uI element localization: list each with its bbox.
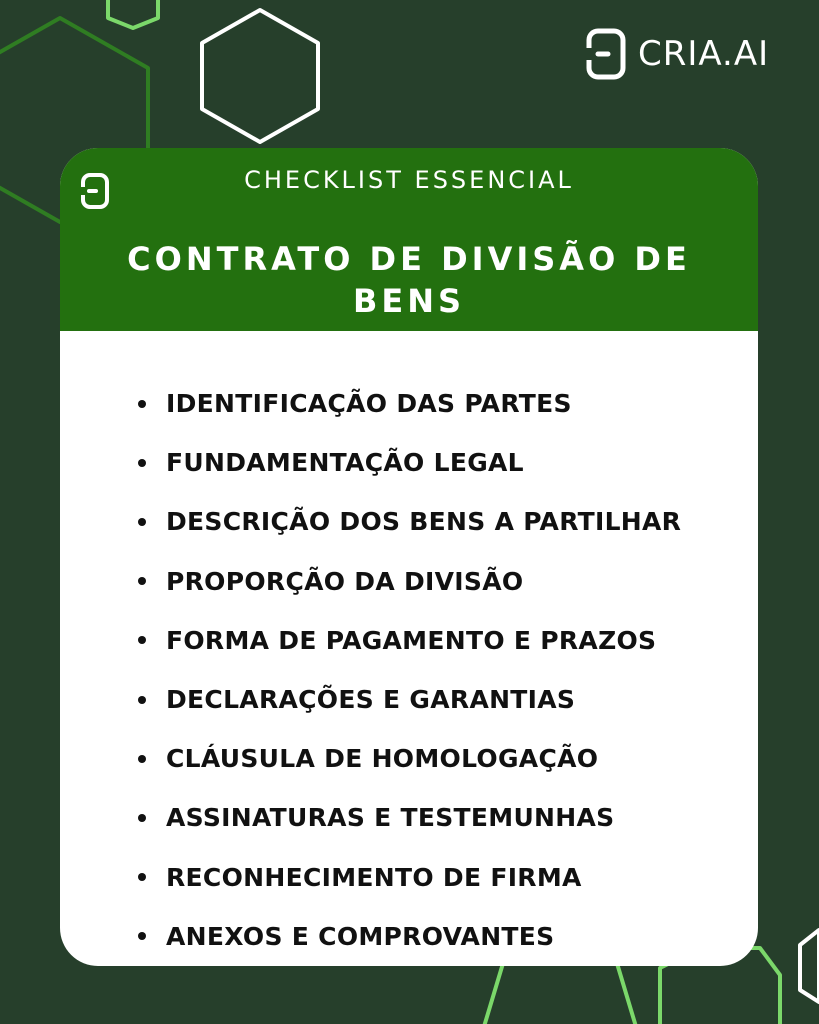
- hexagon-outline-white-corner: [800, 930, 819, 1002]
- checklist-item: [138, 374, 681, 433]
- bullet-icon: [138, 518, 146, 526]
- bullet-icon: [138, 577, 146, 585]
- brand-name: CRIA.AI: [638, 34, 770, 74]
- checklist-item: [138, 611, 681, 670]
- checklist-item-label: DESCRIÇÃO DOS BENS A PARTILHAR: [166, 507, 682, 537]
- checklist-item: [138, 552, 681, 611]
- card-title: CONTRATO DE DIVISÃO DE BENS: [127, 240, 691, 320]
- checklist-item-label: RECONHECIMENTO DE FIRMA: [166, 862, 582, 892]
- card-kicker: CHECKLIST ESSENCIAL: [244, 166, 574, 194]
- checklist-item-label: FORMA DE PAGAMENTO E PRAZOS: [166, 625, 657, 655]
- checklist-item: [138, 433, 681, 492]
- hexagon-outline-white: [202, 10, 318, 142]
- bullet-icon: [138, 932, 146, 940]
- checklist-card: [60, 148, 758, 966]
- checklist-item-label: IDENTIFICAÇÃO DAS PARTES: [166, 389, 572, 419]
- checklist-item-label: ASSINATURAS E TESTEMUNHAS: [166, 803, 615, 833]
- bullet-icon: [138, 636, 146, 644]
- checklist-item: [138, 907, 681, 966]
- checklist-item-label: FUNDAMENTAÇÃO LEGAL: [166, 448, 524, 478]
- checklist-item: [138, 492, 681, 551]
- checklist-item-label: ANEXOS E COMPROVANTES: [166, 921, 555, 951]
- checklist-item: [138, 729, 681, 788]
- bullet-icon: [138, 755, 146, 763]
- brand-header: [586, 28, 769, 80]
- checklist-item: [138, 670, 681, 729]
- checklist-item-label: DECLARAÇÕES E GARANTIAS: [166, 685, 576, 715]
- checklist: [138, 374, 681, 966]
- bullet-icon: [138, 696, 146, 704]
- checklist-item: [138, 848, 681, 907]
- bullet-icon: [138, 814, 146, 822]
- card-header: [60, 148, 758, 331]
- checklist-item-label: CLÁUSULA DE HOMOLOGAÇÃO: [166, 744, 599, 774]
- bullet-icon: [138, 400, 146, 408]
- bullet-icon: [138, 459, 146, 467]
- checklist-item-label: PROPORÇÃO DA DIVISÃO: [166, 566, 524, 596]
- bullet-icon: [138, 873, 146, 881]
- cria-logo-icon: [586, 28, 626, 80]
- checklist-item: [138, 788, 681, 847]
- hexagon-outline-top-small: [108, 0, 158, 28]
